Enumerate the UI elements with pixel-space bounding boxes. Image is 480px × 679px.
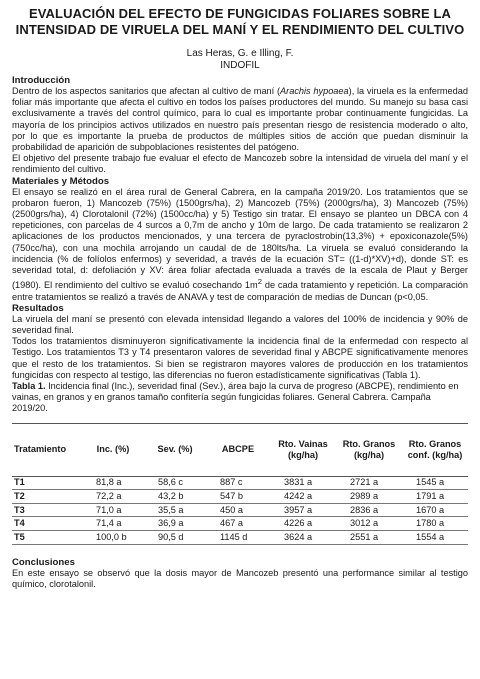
table-cell: 1545 a — [402, 476, 468, 490]
table-row — [12, 530, 468, 544]
table-caption-label: Tabla 1. — [12, 380, 46, 391]
conclusions-heading: Conclusiones — [12, 556, 75, 568]
table-cell: 2989 a — [336, 490, 402, 504]
intro-paragraph — [12, 86, 468, 153]
table-cell: 3012 a — [336, 517, 402, 531]
methods-text: El ensayo se realizó en el área rural de General Cabrera, en la campaña 2019/20. Los tratamientos que se probaron fueron, 1) Mancozeb (75%) (1500grs/ha), 2) Mancozeb (75%) (2000grs/ha), 3) Mancozeb (75%) (2500grs/ha), 4) Clorotalonil (72%) (1500cc/ha) y 5) Testigo sin tratar. El ensayo se planteo un DBCA con 4 repeticiones, con parcelas de 4 surcos a 0,7m de ancho y 10m de largo. De cada tratamiento se realizaron 2 aplicaciones de los productos mencionados, y una tercera de pyraclostrobin(13,3%) + epoxiconazole(5%) (750cc/ha), con una mochila arrojando un caudal de de 180lts/ha. La viruela se evaluó considerando la incidencia (% de folíolos enfermos) y severidad, a través de la ecuación ST= ((1-d)*XV)+d), donde ST: es severidad total, d: defoliación y XV: área foliar afectada evaluada a través de la escala de Plaut y Berger (1980). El rendimiento del cultivo se evaluó cosechando 1m — [12, 186, 468, 291]
table-cell: 90,5 d — [144, 530, 206, 544]
table-cell: T4 — [12, 517, 82, 531]
methods-paragraph — [12, 187, 468, 303]
table-cell: 3831 a — [270, 476, 336, 490]
header-cell: Rto. Granos conf. (kg/ha) — [402, 423, 468, 476]
header-cell: Tratamiento — [12, 423, 82, 476]
affiliation: INDOFIL — [220, 60, 260, 71]
table-cell: 2836 a — [336, 503, 402, 517]
table-cell: 1780 a — [402, 517, 468, 531]
table-cell: 3624 a — [270, 530, 336, 544]
table-cell: 4242 a — [270, 490, 336, 504]
table-row — [12, 476, 468, 490]
table-row — [12, 490, 468, 504]
methods-heading: Materiales y Métodos — [12, 175, 110, 187]
results-heading: Resultados — [12, 302, 64, 314]
table-cell: 1145 d — [206, 530, 270, 544]
table-cell: 3957 a — [270, 503, 336, 517]
conclusions-paragraph: En este ensayo se observó que la dosis mayor de Mancozeb presentó una performance similar al testigo químico, clorotalonil. — [12, 567, 468, 589]
table-cell: 1554 a — [402, 530, 468, 544]
table-cell: T1 — [12, 476, 82, 490]
table-caption-text: Incidencia final (Inc.), severidad final (Sev.), área bajo la curva de progreso (ABCPE), rendimiento en vainas, en granos y en granos tamaño confitería según fungicidas foliares. General Cabrera. Campaña 2019/20. — [12, 380, 459, 414]
table-cell: 450 a — [206, 503, 270, 517]
intro-text-start: Dentro de los aspectos sanitarios que afectan al cultivo de maní ( — [12, 86, 281, 96]
table-cell: 1791 a — [402, 490, 468, 504]
table-cell: 35,5 a — [144, 503, 206, 517]
table-row — [12, 503, 468, 517]
table-cell: 43,2 b — [144, 490, 206, 504]
header-cell: Rto. Granos (kg/ha) — [336, 423, 402, 476]
table-cell: 71,0 a — [82, 503, 144, 517]
table-cell: 36,9 a — [144, 517, 206, 531]
results-table — [12, 423, 468, 545]
results-paragraph-2: Todos los tratamientos disminuyeron significativamente la incidencia final de la enfermedad con respecto al Testigo. Los tratamientos T3 y T4 presentaron valores de severidad final y ABCPE significativamente menores que el resto de los tratamientos. Si bien se registraron mayores valores de producción en los tratamientos fungicidas con respecto al testigo, las diferencias no fueron estadísticamente significativas (Tabla 1). — [12, 336, 468, 380]
table-cell: 100,0 b — [82, 530, 144, 544]
table-caption — [12, 381, 468, 415]
table-cell: 467 a — [206, 517, 270, 531]
intro-heading: Introducción — [12, 75, 71, 86]
objective-paragraph: El objetivo del presente trabajo fue evaluar el efecto de Mancozeb sobre la intensidad de viruela del maní y el rendimiento del cultivo. — [12, 153, 468, 175]
table-cell: T3 — [12, 503, 82, 517]
intro-text-end: ), la viruela es la enfermedad foliar más importante que afecta el cultivo en todos los países productores del mundo. Su manejo su basa casi exclusivamente a través del control químico, para lo cual es importante probar continuamente fungicidas. La mayoría de los principios activos utilizados en nuestro país presentan riesgo de resistencia moderado o alto, por lo que es importante la prueba de productos de múltiples sitios de acción que puedan disminuir la probabilidad de aparición de subpoblaciones resistentes del patógeno. — [12, 86, 468, 153]
table-cell: 72,2 a — [82, 490, 144, 504]
table-cell: 2721 a — [336, 476, 402, 490]
table-header-row — [12, 423, 468, 476]
header-cell: Rto. Vainas (kg/ha) — [270, 423, 336, 476]
unit-superscript: 2 — [257, 277, 262, 287]
table-cell: T2 — [12, 490, 82, 504]
species-name: Arachis hypoaea — [280, 86, 349, 96]
results-paragraph-1: La viruela del maní se presentó con elevada intensidad llegando a valores del 100% de incidencia y 90% de severidad final. — [12, 313, 468, 335]
authors: Las Heras, G. e Illing, F. — [186, 48, 294, 59]
table-cell: 2551 a — [336, 530, 402, 544]
table-cell: 71,4 a — [82, 517, 144, 531]
header-cell: Inc. (%) — [82, 423, 144, 476]
conclusions-section — [12, 557, 468, 590]
table-cell: 547 b — [206, 490, 270, 504]
table-cell: 887 c — [206, 476, 270, 490]
table-cell: 1670 a — [402, 503, 468, 517]
table-cell: T5 — [12, 530, 82, 544]
header-cell: Sev. (%) — [144, 423, 206, 476]
table-cell: 4226 a — [270, 517, 336, 531]
table-cell: 58,6 c — [144, 476, 206, 490]
header-cell: ABCPE — [206, 423, 270, 476]
methods-text-end: de cada tratamiento y repetición. La comparación entre tratamientos se realizó a través de ANAVA y test de comparación de medias de Duncan (p<0,05. — [12, 280, 468, 302]
document-title: EVALUACIÓN DEL EFECTO DE FUNGICIDAS FOLIARES SOBRE LA INTENSIDAD DE VIRUELA DEL MANÍ Y EL RENDIMIENTO DEL CULTIVO — [15, 6, 465, 37]
table-row — [12, 517, 468, 531]
table-cell: 81,8 a — [82, 476, 144, 490]
